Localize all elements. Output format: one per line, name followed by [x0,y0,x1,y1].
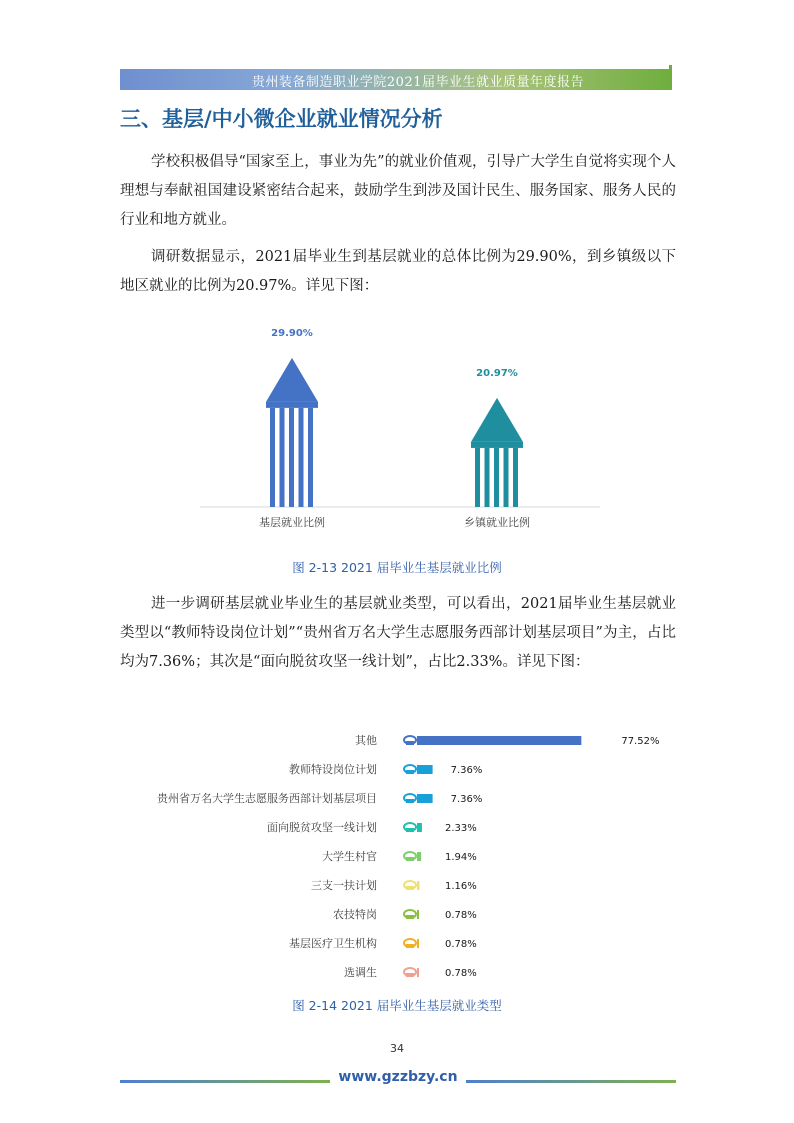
bar [417,881,419,890]
value-label: 7.36% [450,794,483,805]
bar-column [308,408,313,507]
category-label: 其他 [355,734,377,747]
category-label: 大学生村官 [322,850,377,863]
category-label: 基层医疗卫生机构 [289,937,377,950]
value-label: 0.78% [445,968,477,979]
bar-arrow-head [266,358,318,402]
bar [417,910,419,919]
bar [417,823,422,832]
category-label: 贵州省万名大学生志愿服务西部计划基层项目 [157,792,377,805]
report-title: 贵州装备制造职业学院2021届毕业生就业质量年度报告 [251,75,584,90]
value-label: 1.16% [445,881,477,892]
bar-value-label: 20.97% [476,367,518,379]
grassroots-type-svg [120,727,676,987]
category-label: 农技特岗 [333,908,377,921]
figure-caption-2-13: 图 2-13 2021 届毕业生基层就业比例 [292,560,502,575]
row-marker-icon [406,857,414,861]
bar-value-label: 29.90% [271,327,313,339]
value-label: 7.36% [450,765,483,776]
bar-column [475,448,480,507]
row-marker-icon [406,915,414,919]
value-label: 77.52% [621,736,660,747]
row-marker-icon [406,741,414,745]
bar-category-label: 乡镇就业比例 [464,516,530,529]
category-label: 教师特设岗位计划 [289,763,377,776]
header-tick [669,65,672,73]
bar-column [504,448,509,507]
category-label: 三支一扶计划 [311,879,377,892]
paragraph-survey: 调研数据显示，2021届毕业生到基层就业的总体比例为29.90%，到乡镇级以下地区就业的比例为20.97%。详见下图： [120,249,676,294]
bar [417,794,433,803]
bar-column [485,448,490,507]
footer-line-left [120,1080,330,1083]
category-label: 面向脱贫攻坚一线计划 [267,821,377,834]
bar-column [299,408,304,507]
row-marker-icon [406,886,414,890]
bar-arrow-head [471,398,523,442]
bar-category-label: 基层就业比例 [259,516,325,529]
bar [417,852,421,861]
bar-column [289,408,294,507]
header-banner [120,69,672,90]
section-title: 三、基层/中小微企业就业情况分析 [120,107,443,131]
grassroots-ratio-chart [200,310,600,540]
footer-url[interactable]: www.gzzbzy.cn [338,1069,458,1085]
bar-column [280,408,285,507]
bar-2 [471,398,523,507]
row-marker-icon [406,973,414,977]
paragraph-types: 进一步调研基层就业毕业生的基层就业类型，可以看出，2021届毕业生基层就业类型以“教师特设岗位计划”“贵州省万名大学生志愿服务西部计划基层项目”为主，占比均为7.36%；其次是“面向脱贫攻坚一线计划”，占比2.33%。详见下图： [120,596,676,670]
bar [417,939,419,948]
row-marker-icon [406,770,414,774]
bar-column [494,448,499,507]
bar-column [270,408,275,507]
value-label: 0.78% [445,939,477,950]
value-label: 1.94% [445,852,477,863]
bar-column [513,448,518,507]
bar [417,968,419,977]
value-label: 2.33% [445,823,477,834]
bar [417,736,581,745]
bar [417,765,433,774]
figure-caption-2-14: 图 2-14 2021 届毕业生基层就业类型 [292,998,502,1013]
row-marker-icon [406,944,414,948]
bar-1 [266,358,318,507]
page-number: 34 [390,1042,404,1055]
value-label: 0.78% [445,910,477,921]
row-marker-icon [406,828,414,832]
row-marker-icon [406,799,414,803]
paragraph-intro: 学校积极倡导“国家至上，事业为先”的就业价值观，引导广大学生自觉将实现个人理想与奉献祖国建设紧密结合起来，鼓励学生到涉及国计民生、服务国家、服务人民的行业和地方就业。 [120,154,676,228]
grassroots-ratio-svg [200,310,600,540]
footer-line-right [466,1080,676,1083]
grassroots-type-chart [120,727,676,987]
bar-arrow-collar [471,442,523,448]
bar-arrow-collar [266,402,318,408]
category-label: 选调生 [344,966,377,979]
